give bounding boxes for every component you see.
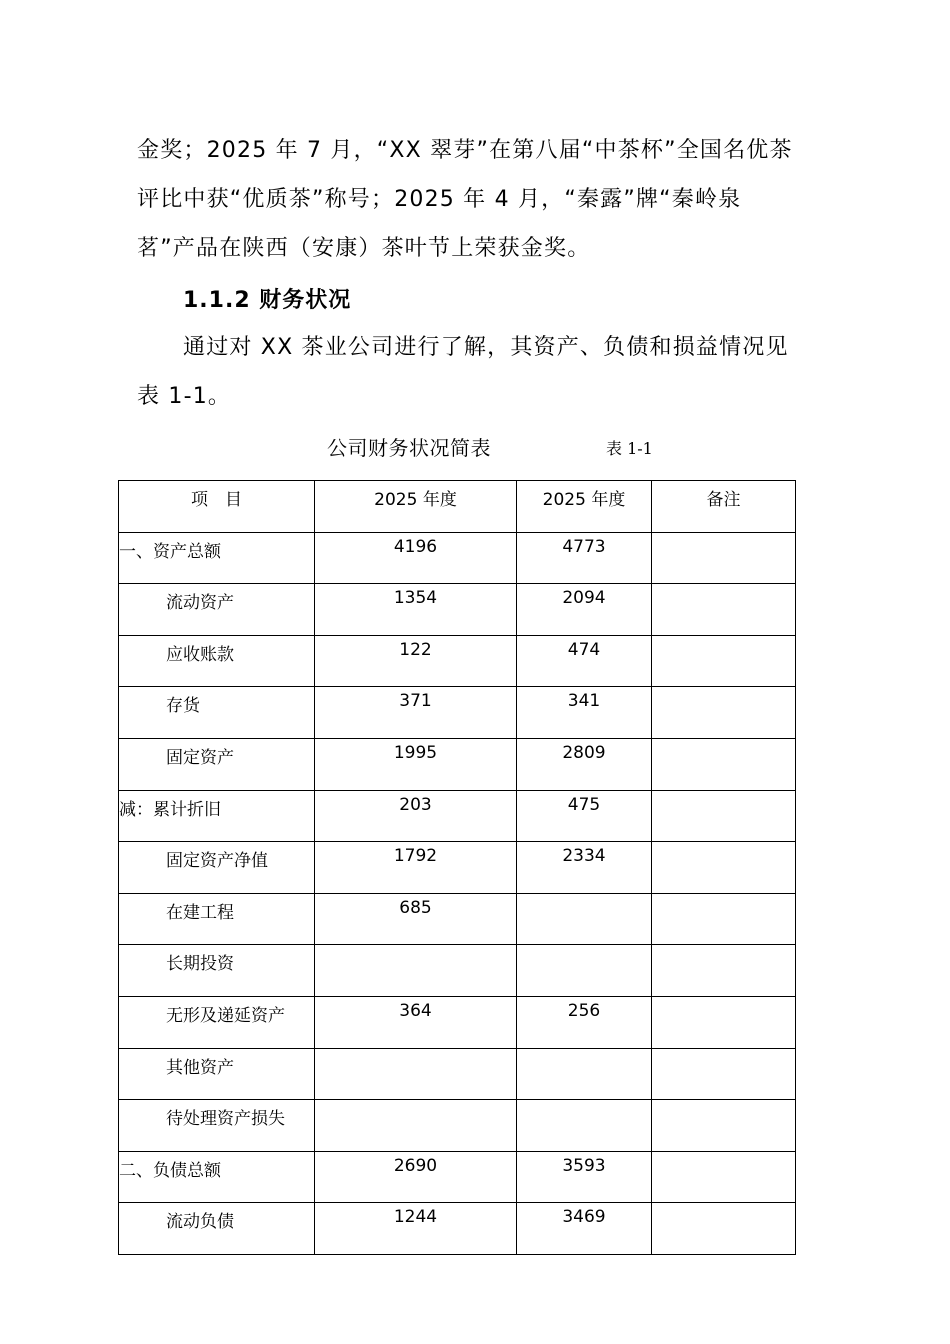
- row-value-2: [517, 945, 652, 997]
- row-note: [652, 687, 796, 739]
- row-note: [652, 1151, 796, 1203]
- table-row: [119, 945, 796, 997]
- text-line: 通过对 XX 茶业公司进行了解，其资产、负债和损益情况见: [183, 335, 789, 360]
- row-note: [652, 790, 796, 842]
- row-label: 流动资产: [119, 584, 315, 636]
- row-value-2: [517, 893, 652, 945]
- paragraph-intro: [137, 323, 817, 421]
- row-value-2: 4773: [517, 532, 652, 584]
- row-value-1: 2690: [315, 1151, 517, 1203]
- row-value-1: 685: [315, 893, 517, 945]
- row-value-2: 2334: [517, 842, 652, 894]
- row-note: [652, 1100, 796, 1152]
- row-label: 存货: [119, 687, 315, 739]
- header-item: 项 目: [119, 481, 315, 533]
- row-note: [652, 1048, 796, 1100]
- row-value-1: [315, 945, 517, 997]
- financial-table: [118, 480, 796, 1255]
- row-note: [652, 842, 796, 894]
- row-value-2: 3469: [517, 1203, 652, 1255]
- text-line: 茗”产品在陕西（安康）茶叶节上荣获金奖。: [137, 236, 591, 261]
- row-label: 固定资产净值: [119, 842, 315, 894]
- text-line: 表 1-1。: [137, 384, 232, 409]
- table-row: [119, 842, 796, 894]
- row-note: [652, 738, 796, 790]
- table-number: 表 1-1: [606, 439, 653, 458]
- text-line: 评比中获“优质茶”称号；2025 年 4 月，“秦露”牌“秦岭泉: [137, 187, 742, 212]
- table-row: [119, 1151, 796, 1203]
- header-year-2: 2025 年度: [517, 481, 652, 533]
- table-row: [119, 687, 796, 739]
- row-value-1: 1244: [315, 1203, 517, 1255]
- table-row: [119, 790, 796, 842]
- row-value-2: 341: [517, 687, 652, 739]
- row-value-1: 203: [315, 790, 517, 842]
- table-row: [119, 532, 796, 584]
- row-value-1: 1354: [315, 584, 517, 636]
- row-note: [652, 996, 796, 1048]
- table-row: [119, 635, 796, 687]
- table-row: [119, 996, 796, 1048]
- text-line: 金奖；2025 年 7 月，“XX 翠芽”在第八届“中茶杯”全国名优茶: [137, 138, 793, 163]
- row-note: [652, 532, 796, 584]
- row-label: 长期投资: [119, 945, 315, 997]
- row-value-1: 1995: [315, 738, 517, 790]
- row-note: [652, 635, 796, 687]
- row-value-1: 4196: [315, 532, 517, 584]
- row-note: [652, 1203, 796, 1255]
- row-value-1: [315, 1100, 517, 1152]
- table-row: [119, 893, 796, 945]
- row-value-1: 364: [315, 996, 517, 1048]
- table-row: [119, 584, 796, 636]
- row-note: [652, 945, 796, 997]
- row-value-1: 1792: [315, 842, 517, 894]
- row-label: 固定资产: [119, 738, 315, 790]
- row-value-2: 256: [517, 996, 652, 1048]
- row-value-1: 371: [315, 687, 517, 739]
- row-value-1: [315, 1048, 517, 1100]
- row-label: 待处理资产损失: [119, 1100, 315, 1152]
- row-label: 在建工程: [119, 893, 315, 945]
- section-heading: 1.1.2 财务状况: [183, 288, 352, 313]
- row-label: 流动负债: [119, 1203, 315, 1255]
- row-value-2: 2809: [517, 738, 652, 790]
- table-row: [119, 1048, 796, 1100]
- row-label: 一、资产总额: [119, 532, 315, 584]
- row-label: 无形及递延资产: [119, 996, 315, 1048]
- table-row: [119, 738, 796, 790]
- row-note: [652, 584, 796, 636]
- row-value-2: 475: [517, 790, 652, 842]
- row-note: [652, 893, 796, 945]
- row-value-1: 122: [315, 635, 517, 687]
- row-label: 二、负债总额: [119, 1151, 315, 1203]
- row-label: 应收账款: [119, 635, 315, 687]
- header-year-1: 2025 年度: [315, 481, 517, 533]
- row-value-2: [517, 1100, 652, 1152]
- row-label: 其他资产: [119, 1048, 315, 1100]
- table-header-row: [119, 481, 796, 533]
- row-value-2: 474: [517, 635, 652, 687]
- table-caption: [0, 428, 950, 464]
- row-value-2: [517, 1048, 652, 1100]
- row-value-2: 2094: [517, 584, 652, 636]
- table-title: 公司财务状况简表: [327, 436, 491, 460]
- row-label: 减：累计折旧: [119, 790, 315, 842]
- table-row: [119, 1203, 796, 1255]
- header-note: 备注: [652, 481, 796, 533]
- row-value-2: 3593: [517, 1151, 652, 1203]
- paragraph-awards: [137, 126, 817, 273]
- table-row: [119, 1100, 796, 1152]
